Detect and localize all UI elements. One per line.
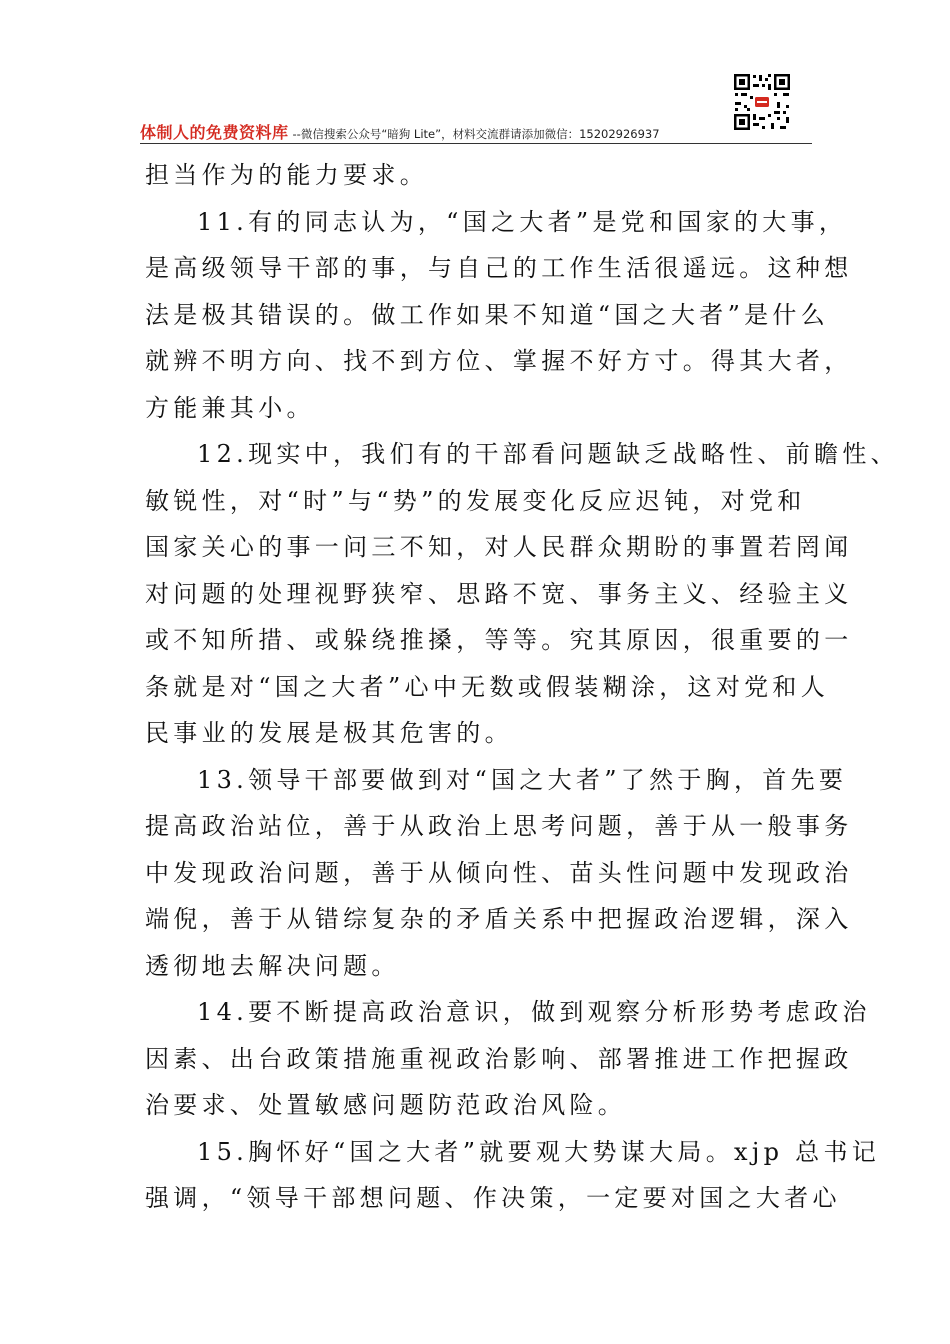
text-line: 强调，“领导干部想问题、作决策，一定要对国之大者心	[145, 1184, 841, 1212]
text-line: 国家关心的事一问三不知，对人民群众期盼的事置若罔闻	[145, 533, 853, 561]
paragraph-15-start: 15.胸怀好“国之大者”就要观大势谋大局。xjp 总书记	[197, 1137, 881, 1166]
page-header	[140, 120, 812, 144]
paragraph-13-start: 13.领导干部要做到对“国之大者”了然于胸，首先要	[197, 765, 848, 794]
header-divider	[140, 143, 812, 144]
text-line: 就辨不明方向、找不到方位、掌握不好方寸。得其大者，	[145, 347, 853, 375]
text-line: 条就是对“国之大者”心中无数或假装糊涂，这对党和人	[145, 672, 830, 701]
text-line: 因素、出台政策措施重视政治影响、部署推进工作把握政	[145, 1044, 853, 1073]
text-line: 法是极其错误的。做工作如果不知道“国之大者”是什么	[145, 300, 830, 329]
text-line: 端倪，善于从错综复杂的矛盾关系中把握政治逻辑，深入	[145, 905, 853, 933]
brand-title: 体制人的免费资料库	[140, 123, 289, 142]
text-line: 方能兼其小。	[145, 393, 315, 422]
promo-text: --微信搜索公众号“暗狗 Lite”，材料交流群请添加微信：15202926937	[292, 127, 660, 141]
document-body	[145, 152, 899, 1222]
text-line: 对问题的处理视野狭窄、思路不宽、事务主义、经验主义	[145, 579, 853, 608]
text-line: 敏锐性，对“时”与“势”的发展变化反应迟钝，对党和	[145, 486, 806, 515]
text-line: 民事业的发展是极其危害的。	[145, 719, 513, 747]
qr-code-icon	[732, 72, 792, 132]
text-line: 提高政治站位，善于从政治上思考问题，善于从一般事务	[145, 812, 853, 840]
text-line: 或不知所措、或躲绕推搡，等等。究其原因，很重要的一	[145, 626, 853, 654]
text-line: 中发现政治问题，善于从倾向性、苗头性问题中发现政治	[145, 858, 853, 887]
text-line: 透彻地去解决问题。	[145, 951, 400, 980]
paragraph-12-start: 12.现实中，我们有的干部看问题缺乏战略性、前瞻性、	[197, 440, 899, 468]
text-line: 治要求、处置敏感问题防范政治风险。	[145, 1091, 627, 1119]
paragraph-11-start: 11.有的同志认为，“国之大者”是党和国家的大事，	[197, 207, 848, 236]
text-line: 担当作为的能力要求。	[145, 161, 428, 189]
paragraph-14-start: 14.要不断提高政治意识，做到观察分析形势考虑政治	[197, 998, 871, 1026]
text-line: 是高级领导干部的事，与自己的工作生活很遥远。这种想	[145, 254, 853, 282]
